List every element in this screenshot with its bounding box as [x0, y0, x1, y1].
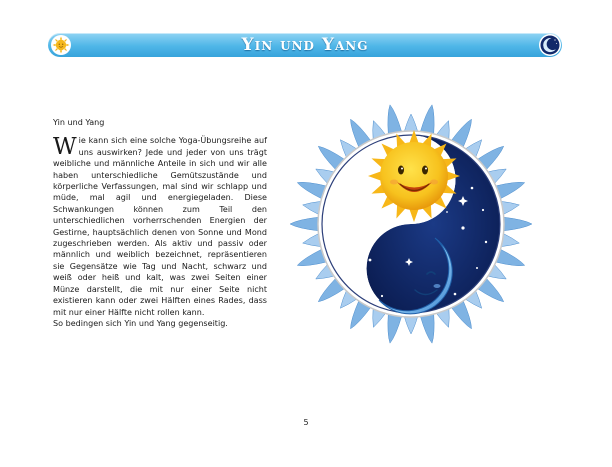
article-heading: Yin und Yang — [53, 118, 105, 127]
drop-cap: W — [53, 134, 77, 161]
page-number: 5 — [303, 418, 309, 427]
article-text — [53, 117, 267, 329]
decorative-ray — [388, 105, 402, 135]
decorative-ray — [503, 217, 532, 231]
decorative-ray — [420, 313, 434, 343]
sun-figure — [368, 130, 460, 222]
sun-icon — [51, 35, 71, 55]
moon-icon — [539, 34, 561, 56]
page-title: Yin und Yang — [241, 35, 369, 55]
decorative-ray — [388, 313, 402, 343]
yin-yang-illustration — [287, 100, 535, 348]
decorative-ray — [420, 105, 434, 135]
decorative-ray — [404, 114, 418, 132]
paragraph-text: ie kann sich eine solche Yoga-Übungsreihe auf uns auswirken? Jede und jeder von uns trägt weibliche und männliche Anteile in sich und wir alle haben unterschiedliche Gemütszustände und körperliche Verfassungen, mal sind wir schlapp und müde, mal agil und energiegeladen. Diese Schwankungen können zum Teil den unterschiedlichen vorherrschenden Energien der Gestirne, hauptsächlich denen von Sonne und Mond zugeschrieben werden. Als aktiv und passiv oder männlich und weiblich bezeichnet, repräsentieren sie Gegensätze wie Tag und Nacht, schwarz und weiß oder heiß und kalt, was zwei Seiten einer Münze darstellt, die mit nur einer Seite nicht existieren kann oder zwei Hälften eines Rades, dass mit nur einer Hälfte nicht rollen kann. — [53, 136, 267, 317]
article-paragraph — [53, 135, 267, 318]
decorative-ray — [404, 316, 418, 334]
header-banner — [48, 33, 562, 57]
decorative-ray — [290, 217, 319, 231]
closing-sentence: So bedingen sich Yin und Yang gegenseitig. — [53, 318, 228, 328]
